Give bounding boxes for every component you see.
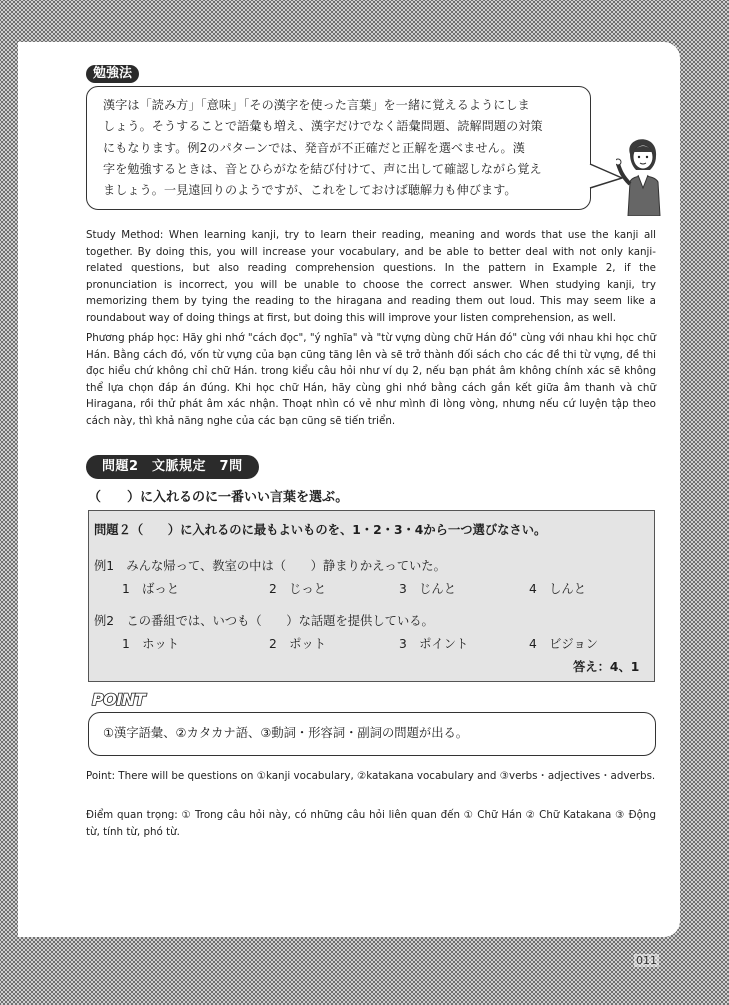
study-line: 漢字は「読み方」「意味」「その漢字を使った言葉」を一緒に覚えるようにしま [103, 98, 530, 112]
example-1-option: 1 ばっと [122, 582, 180, 596]
study-method-tag: 勉強法 [86, 65, 139, 83]
answer-text: 答え：4、1 [573, 660, 640, 674]
page-panel [18, 42, 680, 967]
example-2-option: 3 ポイント [399, 637, 469, 651]
point-english: Point: There will be questions on ①kanji vocabulary, ②katakana vocabulary and ③verbs・adjectives・adverbs. [86, 770, 656, 782]
study-method-vietnamese: Phương pháp học: Hãy ghi nhớ "cách đọc", "ý nghĩa" và "từ vựng dùng chữ Hán đó" cùng với nhau khi học chữ Hán. Bằng cách đó, vốn từ vựng của bạn cũng tăng lên và sẽ trở thành đối sách cho các đề thi từ vựng, đề thi đọc hiểu chứ không chỉ chữ Hán. trong kiểu câu hỏi như ví dụ 2, nếu bạn phát âm không chính xác sẽ không thể lựa chọn đáp án đúng. Khi học chữ Hán, hãy cùng ghi nhớ bằng cách gắn kết giữa âm thanh và chữ Hiragana, rồi thử phát âm xác nhận. Thoạt nhìn có vẻ như mình đi lòng vòng, nhưng nếu cứ luyện tập theo cách này, thì khả năng nghe của các bạn cũng sẽ tiến triển. [86, 332, 656, 427]
example-1-option: 3 じんと [399, 582, 457, 596]
example-2-option: 2 ポット [269, 637, 327, 651]
point-tag: POINT [92, 690, 146, 709]
section-subtitle: （ ）に入れるのに一番いい言葉を選ぶ。 [88, 490, 349, 505]
question-header: 問題２（ ）に入れるのに最もよいものを、1・2・3・4から一つ選びなさい。 [94, 523, 547, 537]
study-method-box [86, 86, 591, 210]
example-2-sentence: 例2 この番組では、いつも（ ）な話題を提供している。 [94, 614, 434, 628]
example-2-option: 1 ホット [122, 637, 180, 651]
study-line: しょう。そうすることで語彙も増え、漢字だけでなく語彙問題、読解問題の対策 [103, 119, 543, 134]
point-box: ①漢字語彙、②カタカナ語、③動詞・形容詞・副詞の問題が出る。 [88, 712, 656, 756]
example-2-option: 4 ビジョン [529, 637, 599, 651]
example-1-option: 2 じっと [269, 582, 327, 596]
study-line: ましょう。一見遠回りのようですが、これをしておけば聴解力も伸びます。 [103, 183, 517, 198]
example-1-option: 4 しんと [529, 582, 587, 596]
teacher-illustration [616, 130, 670, 216]
example-1-sentence: 例1 みんな帰って、教室の中は（ ）静まりかえっていた。 [94, 559, 446, 573]
study-method-english: Study Method: When learning kanji, try to learn their reading, meaning and words that use the kanji all together. By doing this, you will increase your vocabulary, and be able to better deal with not only kanji-related questions, but also reading comprehension questions. In the pattern in Example 2, if the pronunciation is incorrect, you will be unable to choose the correct answer. When studying kanji, try memorizing them by tying the reading to the hiragana and reading them out loud. This may seem like a roundabout way of doing things at first, but doing this will improve your listen comprehension, as well. [86, 229, 656, 324]
point-vietnamese: Điểm quan trọng: ① Trong câu hỏi này, có những câu hỏi liên quan đến ① Chữ Hán ② Chữ Katakana ③ Động từ, tính từ, phó từ. [86, 809, 656, 838]
page-number: 011 [636, 954, 657, 967]
study-line: 字を勉強するときは、音とひらがなを結び付けて、声に出して確認しながら覚え [103, 161, 542, 176]
study-line: にもなります。例2のパターンでは、発音が不正確だと正解を選べません。漢 [103, 140, 525, 155]
section-title: 問題2 文脈規定 7問 [86, 455, 259, 479]
